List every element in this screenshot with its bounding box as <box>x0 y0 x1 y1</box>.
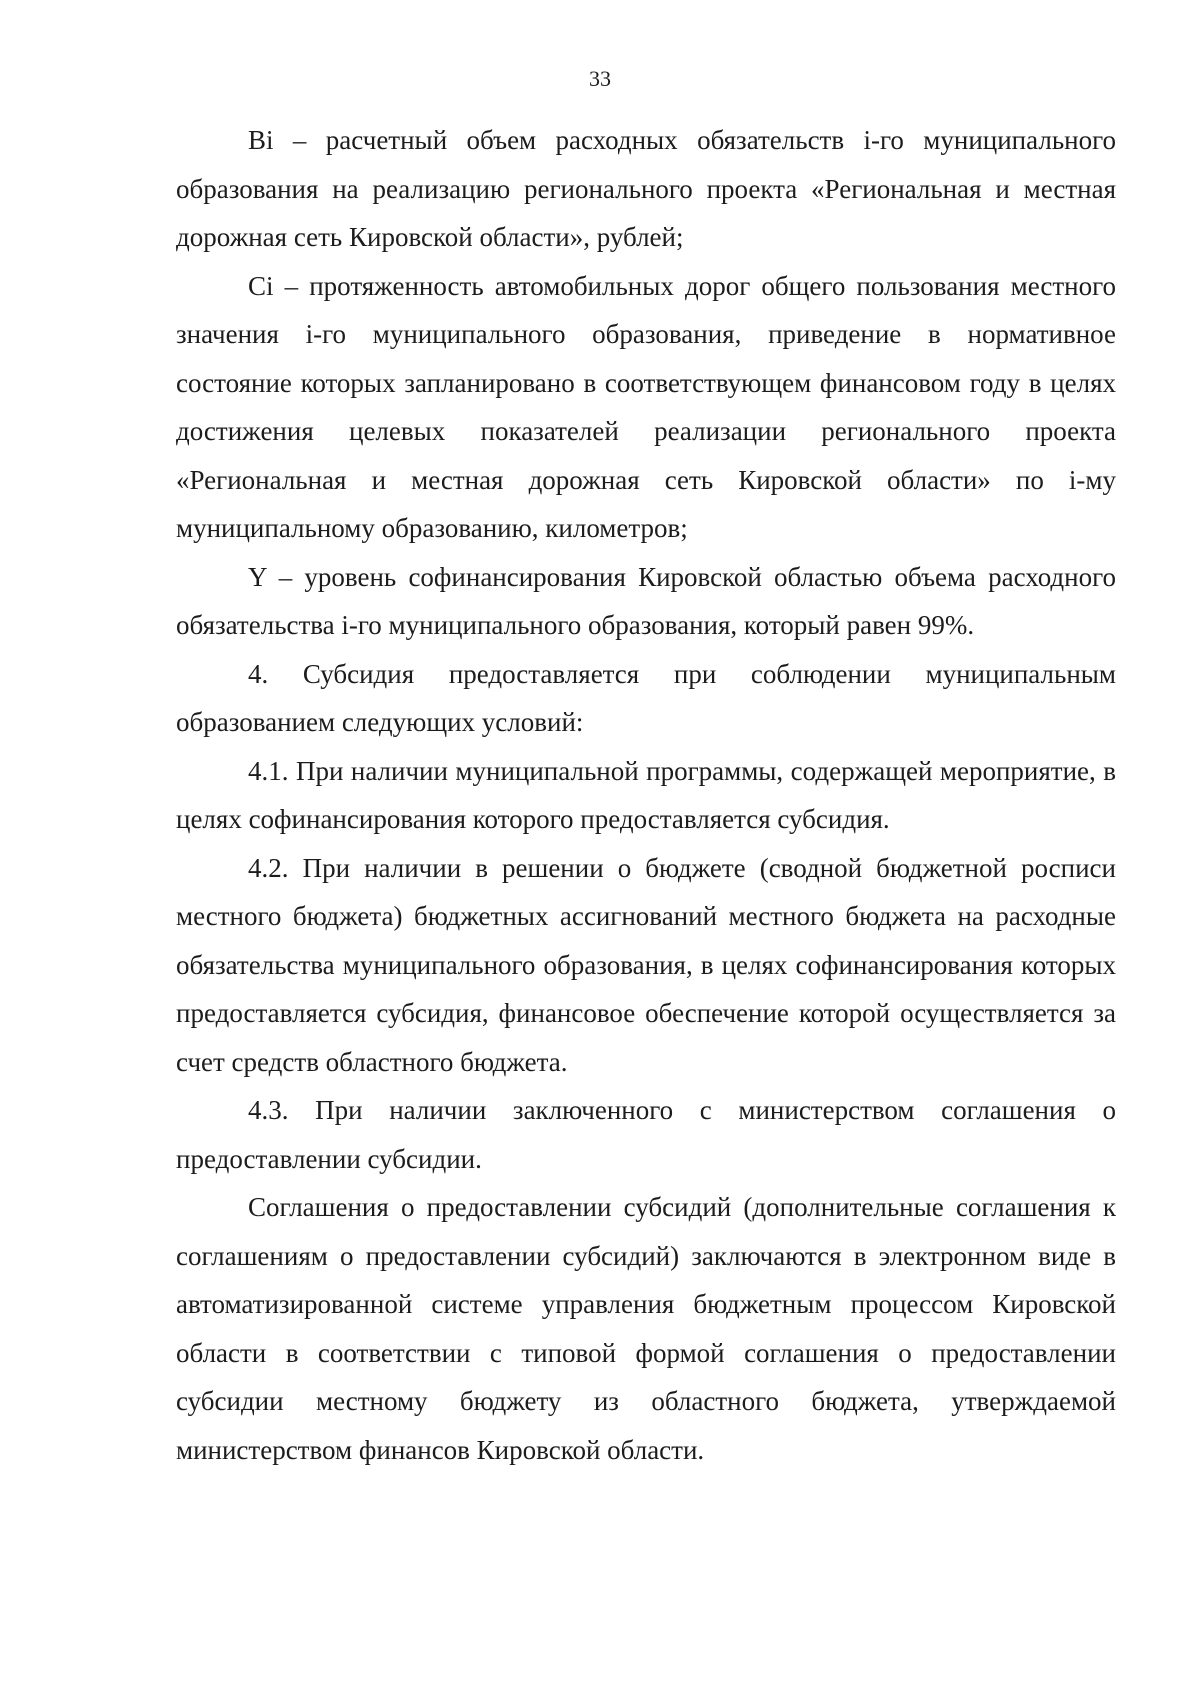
document-body <box>176 116 1116 1474</box>
paragraph-section-4-3: 4.3. При наличии заключенного с министерством соглашения о предоставлении субсидии. <box>176 1095 1116 1174</box>
paragraph-y-definition: Y – уровень софинансирования Кировской областью объема расходного обязательства i-го муниципального образования, который равен 99%. <box>176 561 1116 640</box>
paragraph-section-4-2: 4.2. При наличии в решении о бюджете (сводной бюджетной росписи местного бюджета) бюджетных ассигнований местного бюджета на расходные обязательства муниципального образования, в целях софинансирования которых предоставляется субсидия, финансовое обеспечение которой осуществляется за счет средств областного бюджета. <box>176 852 1116 1077</box>
paragraph-section-4-1: 4.1. При наличии муниципальной программы, содержащей мероприятие, в целях софинансирования которого предоставляется субсидия. <box>176 755 1116 834</box>
paragraph-section-4: 4. Субсидия предоставляется при соблюдении муниципальным образованием следующих условий: <box>176 658 1116 737</box>
page-number: 33 <box>589 66 611 91</box>
paragraph-ci-definition: Ci – протяженность автомобильных дорог общего пользования местного значения i-го муниципального образования, приведение в нормативное состояние которых запланировано в соответствующем финансовом году в целях достижения целевых показателей реализации регионального проекта «Региональная и местная дорожная сеть Кировской области» по i-му муниципальному образованию, километров; <box>176 270 1116 543</box>
paragraph-agreements: Соглашения о предоставлении субсидий (дополнительные соглашения к соглашениям о предоставлении субсидий) заключаются в электронном виде в автоматизированной системе управления бюджетным процессом Кировской области в соответствии с типовой формой соглашения о предоставлении субсидии местному бюджету из областного бюджета, утверждаемой министерством финансов Кировской области. <box>176 1192 1116 1465</box>
paragraph-bi-definition: Bi – расчетный объем расходных обязательств i-го муниципального образования на реализацию регионального проекта «Региональная и местная дорожная сеть Кировской области», рублей; <box>176 125 1116 252</box>
